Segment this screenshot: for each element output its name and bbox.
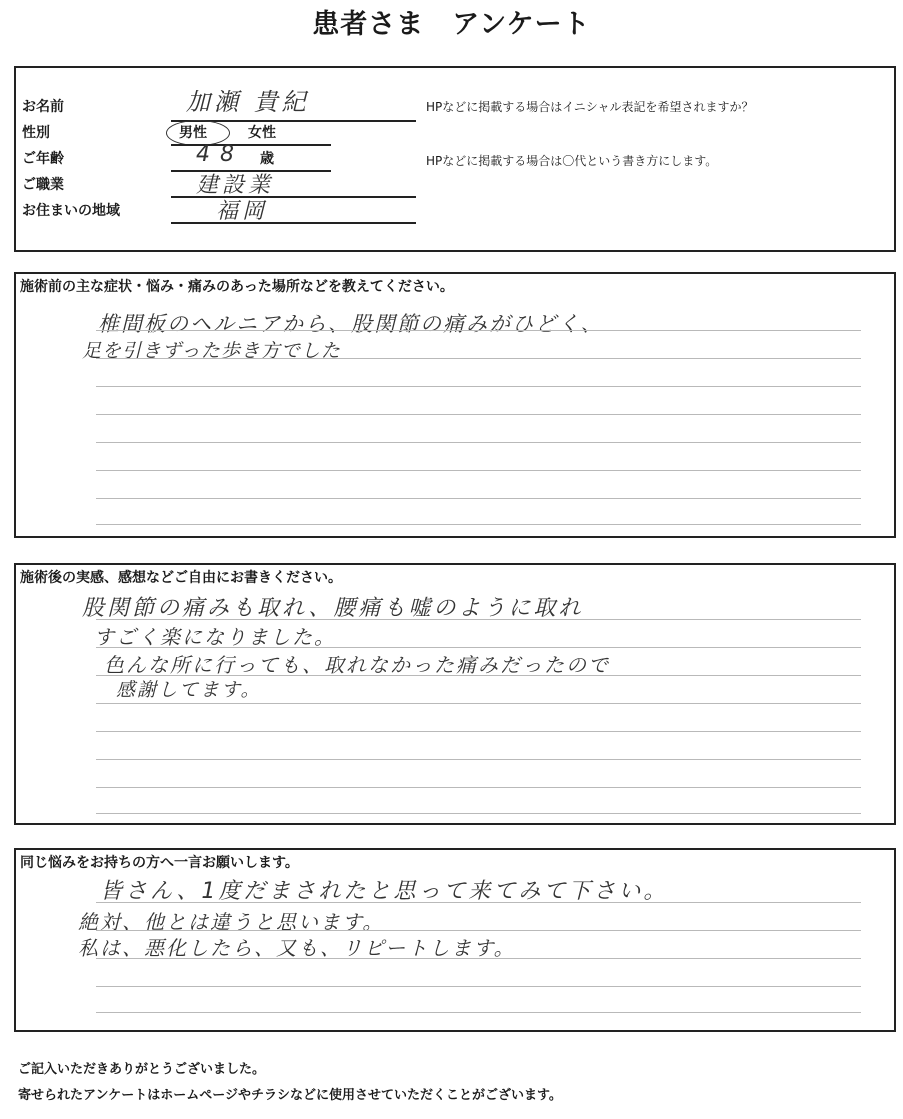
section3-title: 同じ悩みをお持ちの方へ一言お願いします。: [20, 855, 299, 871]
age-value: 48: [196, 142, 244, 167]
footer-usage-notice: 寄せられたアンケートはホームページやチラシなどに使用させていただくことがございます。: [18, 1088, 562, 1103]
age-unit: 歳: [260, 151, 274, 167]
job-label: ご職業: [22, 177, 64, 193]
section1-line-1: 椎間板のヘルニアから、股関節の痛みがひどく、: [98, 312, 604, 336]
name-note: HPなどに掲載する場合はイニシャル表記を希望されますか？: [426, 100, 754, 114]
gender-female: 女性: [248, 125, 276, 141]
name-value: 加瀬 貴紀: [186, 88, 310, 116]
footer-thanks: ご記入いただきありがとうございました。: [18, 1062, 266, 1077]
profile-box: [14, 66, 896, 252]
section3-ruled-lines: [96, 878, 861, 1028]
area-label: お住まいの地域: [22, 203, 120, 219]
gender-male: 男性: [179, 125, 207, 141]
section2-line-3: 色んな所に行っても、取れなかった痛みだったので: [104, 653, 610, 677]
gender-label: 性別: [22, 125, 50, 141]
section3-line-3: 私は、悪化したら、又も、リピートします。: [78, 936, 516, 960]
section1-title: 施術前の主な症状・悩み・痛みのあった場所などを教えてください。: [20, 279, 454, 295]
section3-line-1: 皆さん、1度だまされたと思って来てみて下さい。: [100, 879, 669, 904]
area-underline: [171, 222, 416, 224]
section-after-treatment: [14, 563, 896, 825]
job-value: 建設業: [196, 173, 275, 198]
age-note: HPなどに掲載する場合は〇代という書き方にします。: [426, 154, 718, 168]
section2-line-1: 股関節の痛みも取れ、腰痛も嘘のように取れ: [82, 596, 584, 621]
age-label: ご年齢: [22, 151, 64, 167]
section1-ruled-lines: [96, 308, 861, 528]
name-label: お名前: [22, 99, 64, 115]
section2-line-2: すごく楽になりました。: [94, 625, 336, 649]
job-underline: [171, 196, 416, 198]
section-message: [14, 848, 896, 1032]
section2-ruled-lines: [96, 595, 861, 815]
gender-underline: [171, 144, 331, 146]
section-before-treatment: [14, 272, 896, 538]
page-title: 患者さま アンケート: [312, 9, 591, 40]
area-value: 福岡: [216, 199, 269, 224]
section3-line-2: 絶対、他とは違うと思います。: [78, 910, 385, 934]
section2-line-4: 感謝してます。: [116, 679, 262, 701]
section2-title: 施術後の実感、感想などご自由にお書きください。: [20, 570, 342, 586]
section1-line-2: 足を引きずった歩き方でした: [82, 340, 341, 362]
